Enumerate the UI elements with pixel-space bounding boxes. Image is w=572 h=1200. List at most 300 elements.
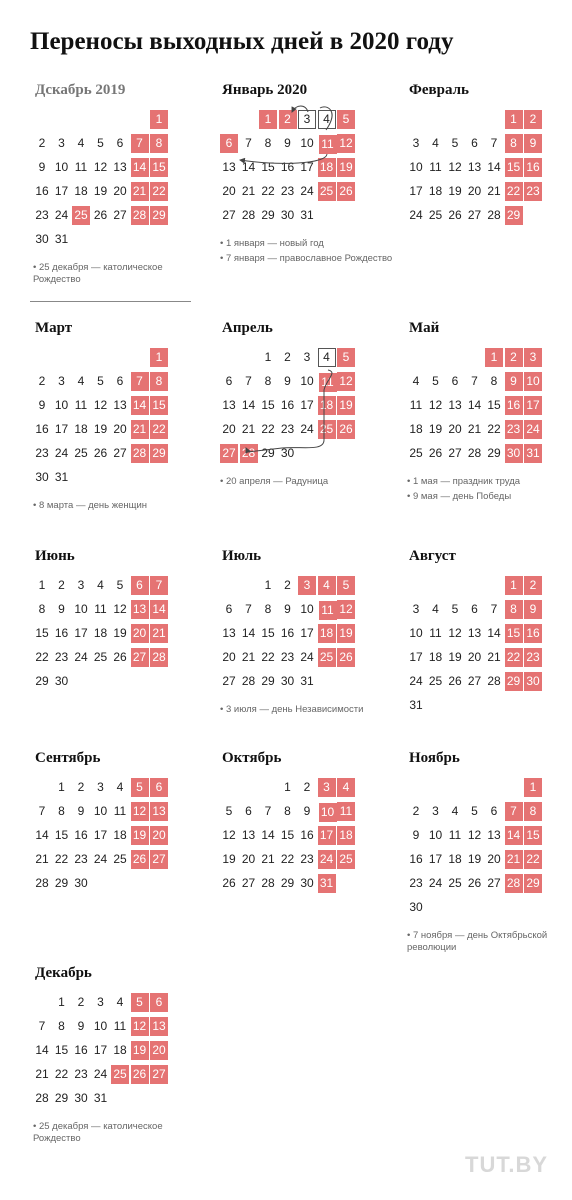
day-cell: 5: [97, 136, 104, 150]
day-cell: 25: [428, 208, 443, 222]
day-cell: 6: [116, 136, 124, 150]
day-cell: 9: [524, 134, 542, 153]
month-name: Апрель: [222, 320, 273, 336]
day-cell: 23: [35, 446, 49, 460]
day-cell: 17: [409, 650, 423, 664]
day-cell: 13: [487, 828, 501, 842]
day-cell: 7: [131, 134, 149, 153]
day-cell: 6: [245, 804, 252, 818]
day-cell: 27: [222, 208, 236, 222]
month-name: Июнь: [35, 548, 75, 564]
day-cell: 26: [131, 850, 149, 869]
day-cell: 19: [93, 422, 108, 436]
day-cell: 17: [74, 626, 88, 640]
day-cell: 10: [93, 804, 108, 818]
holiday-note: • 3 июля — день Независимости: [220, 704, 364, 715]
day-cell: 12: [337, 134, 355, 153]
day-cell: 26: [113, 650, 127, 664]
day-cell: 12: [222, 828, 236, 842]
day-cell: 6: [225, 374, 233, 388]
day-cell: 6: [150, 993, 168, 1012]
day-cell: 9: [38, 398, 46, 412]
day-cell: 30: [280, 446, 295, 460]
day-cell: 4: [116, 780, 124, 794]
day-cell: 12: [448, 626, 462, 640]
day-cell: 24: [300, 650, 314, 664]
day-cell: 14: [35, 1043, 49, 1057]
day-cell: 28: [241, 674, 256, 688]
day-cell: 19: [131, 826, 149, 845]
day-cell: 12: [93, 160, 108, 174]
day-cell: 8: [264, 602, 272, 616]
day-cell: 28: [241, 208, 256, 222]
day-cell: 2: [303, 780, 311, 794]
day-cell: 13: [150, 802, 168, 821]
day-cell: 1: [259, 110, 277, 129]
day-cell: 26: [337, 648, 355, 667]
day-cell: 6: [225, 602, 233, 616]
day-cell: 27: [113, 208, 127, 222]
day-cell: 23: [280, 184, 295, 198]
day-cell: 19: [448, 184, 462, 198]
day-cell: 15: [261, 398, 275, 412]
day-cell: 22: [150, 182, 168, 201]
day-cell: 25: [318, 420, 336, 439]
day-cell: 16: [280, 160, 295, 174]
day-cell: 29: [505, 672, 523, 691]
day-cell: 17: [54, 184, 69, 198]
day-cell: 6: [490, 804, 498, 818]
day-cell: 18: [409, 422, 423, 436]
day-cell: 13: [222, 160, 236, 174]
day-cell: 16: [35, 422, 49, 436]
day-cell: 6: [451, 374, 459, 388]
day-cell: 12: [131, 802, 149, 821]
holiday-notes: [407, 930, 572, 957]
day-cell: 12: [93, 398, 108, 412]
day-cell: 25: [428, 674, 443, 688]
day-cell: 28: [35, 876, 49, 890]
day-cell: 20: [222, 650, 236, 664]
day-cell: 5: [337, 348, 355, 367]
day-cell: 22: [505, 182, 523, 201]
day-cell: 5: [471, 804, 478, 818]
day-cell: 22: [35, 650, 49, 664]
day-cell: 8: [524, 802, 542, 821]
day-cell: 1: [58, 780, 65, 794]
day-cell: 3: [58, 374, 65, 388]
day-cell: 2: [58, 578, 65, 592]
day-cell: 3: [303, 350, 311, 364]
day-cell: 24: [524, 420, 542, 439]
month-name: Август: [409, 548, 456, 564]
day-cell: 30: [280, 674, 295, 688]
day-cell: 9: [58, 602, 65, 616]
day-cell: 3: [412, 602, 420, 616]
day-cell: 17: [524, 396, 542, 415]
day-cell: 18: [318, 396, 336, 415]
day-cell: 25: [113, 852, 127, 866]
day-cell: 4: [97, 578, 104, 592]
day-cell: 27: [131, 648, 149, 667]
day-cell: 17: [318, 826, 336, 845]
day-cell: 27: [222, 674, 236, 688]
month-name: Дскабрь 2019: [35, 82, 126, 98]
day-cell: 28: [35, 1091, 49, 1105]
day-cell: 18: [113, 828, 127, 842]
holiday-note: • 20 апреля — Радуница: [220, 476, 329, 487]
day-cell: 2: [524, 110, 542, 129]
day-cell: 31: [54, 470, 69, 484]
day-cell: 8: [505, 134, 523, 153]
day-cell: 11: [448, 828, 462, 842]
day-cell: 6: [471, 136, 478, 150]
day-cell: 29: [280, 876, 295, 890]
day-cell: 14: [241, 398, 256, 412]
day-cell: 5: [432, 374, 439, 388]
day-cell: 11: [337, 802, 355, 821]
day-cell: 16: [300, 828, 314, 842]
day-cell: 26: [131, 1065, 149, 1084]
holiday-notes: [220, 476, 395, 491]
day-cell: 14: [261, 828, 275, 842]
day-cell: 22: [150, 420, 168, 439]
day-cell: 28: [505, 874, 523, 893]
day-cell: 26: [93, 208, 108, 222]
day-cell: 18: [318, 158, 336, 177]
day-cell: 2: [77, 995, 85, 1009]
day-cell: 13: [222, 398, 236, 412]
day-cell: 21: [505, 850, 523, 869]
day-cell: 17: [300, 626, 314, 640]
day-cell: 4: [451, 804, 459, 818]
day-cell: 12: [448, 160, 462, 174]
day-cell: 29: [54, 876, 69, 890]
day-cell: 18: [448, 852, 462, 866]
day-cell: 1: [524, 778, 542, 797]
holiday-note: • 7 января — православное Рождество: [220, 253, 393, 264]
day-cell: 7: [264, 804, 272, 818]
day-cell: 23: [74, 1067, 88, 1081]
day-cell: 19: [93, 184, 108, 198]
day-cell: 23: [280, 422, 295, 436]
day-cell: 10: [54, 160, 69, 174]
day-cell: 25: [93, 650, 108, 664]
day-cell: 30: [409, 900, 423, 914]
day-cell: 23: [524, 648, 542, 667]
day-cell: 26: [93, 446, 108, 460]
day-cell: 21: [467, 422, 482, 436]
day-cell: 10: [300, 374, 314, 388]
day-cell: 30: [524, 672, 542, 691]
day-cell: 3: [298, 576, 316, 595]
day-cell: 4: [318, 110, 336, 129]
day-cell: 7: [471, 374, 478, 388]
day-cell: 2: [284, 350, 291, 364]
day-cell: 5: [116, 578, 124, 592]
day-cell: 19: [337, 158, 355, 177]
day-cell: 15: [524, 826, 542, 845]
day-cell: 16: [280, 626, 295, 640]
day-cell: 20: [150, 1041, 168, 1060]
holiday-notes: [407, 476, 572, 506]
day-cell: 28: [261, 876, 275, 890]
day-cell: 25: [72, 206, 90, 225]
day-cell: 31: [93, 1091, 108, 1105]
day-cell: 3: [97, 995, 104, 1009]
day-cell: 27: [220, 444, 238, 463]
day-cell: 14: [505, 826, 523, 845]
day-cell: 7: [490, 602, 498, 616]
day-cell: 10: [300, 136, 314, 150]
day-cell: 19: [467, 852, 482, 866]
day-cell: 26: [428, 446, 443, 460]
day-cell: 24: [93, 1067, 108, 1081]
day-cell: 15: [54, 1043, 69, 1057]
day-cell: 20: [222, 184, 236, 198]
day-cell: 2: [279, 110, 297, 129]
day-cell: 7: [131, 372, 149, 391]
day-cell: 27: [448, 446, 462, 460]
day-cell: 3: [524, 348, 542, 367]
day-cell: 17: [428, 852, 443, 866]
day-cell: 24: [54, 208, 69, 222]
day-cell: 10: [74, 602, 88, 616]
day-cell: 27: [467, 674, 482, 688]
day-cell: 10: [409, 160, 423, 174]
day-cell: 5: [97, 374, 104, 388]
day-cell: 22: [54, 1067, 69, 1081]
day-cell: 21: [131, 182, 149, 201]
day-cell: 12: [467, 828, 482, 842]
day-cell: 29: [150, 444, 168, 463]
day-cell: 11: [113, 1019, 127, 1033]
holiday-notes: [220, 704, 395, 719]
month-name: Сентябрь: [35, 750, 101, 766]
day-cell: 7: [245, 602, 252, 616]
day-cell: 1: [38, 578, 46, 592]
day-cell: 30: [35, 232, 49, 246]
day-cell: 12: [131, 1017, 149, 1036]
day-cell: 25: [337, 850, 355, 869]
day-cell: 21: [241, 650, 256, 664]
day-cell: 29: [54, 1091, 69, 1105]
day-cell: 11: [429, 160, 442, 174]
day-cell: 14: [131, 158, 149, 177]
day-cell: 1: [284, 780, 291, 794]
day-cell: 13: [113, 160, 127, 174]
day-cell: 25: [318, 648, 336, 667]
day-cell: 9: [284, 602, 291, 616]
day-cell: 11: [318, 134, 338, 155]
day-cell: 1: [150, 348, 168, 367]
day-cell: 14: [131, 396, 149, 415]
day-cell: 21: [261, 852, 275, 866]
month-name: Март: [35, 320, 73, 336]
day-cell: 4: [77, 136, 85, 150]
day-cell: 3: [77, 578, 85, 592]
day-cell: 16: [35, 184, 49, 198]
day-cell: 10: [300, 602, 314, 616]
day-cell: 18: [428, 184, 443, 198]
day-cell: 7: [38, 804, 46, 818]
day-cell: 16: [524, 158, 542, 177]
day-cell: 21: [487, 184, 501, 198]
day-cell: 5: [451, 136, 459, 150]
day-cell: 23: [524, 182, 542, 201]
day-cell: 19: [428, 422, 443, 436]
day-cell: 20: [241, 852, 256, 866]
day-cell: 13: [241, 828, 256, 842]
day-cell: 2: [524, 576, 542, 595]
day-cell: 7: [245, 374, 252, 388]
day-cell: 13: [113, 398, 127, 412]
day-cell: 20: [222, 422, 236, 436]
day-cell: 14: [150, 600, 168, 619]
month-name: Январь 2020: [222, 82, 308, 98]
day-cell: 22: [261, 650, 275, 664]
day-cell: 21: [487, 650, 501, 664]
day-cell: 13: [131, 600, 149, 619]
day-cell: 23: [54, 650, 69, 664]
day-cell: 31: [54, 232, 69, 246]
month-name: Май: [409, 320, 440, 336]
day-cell: 1: [150, 110, 168, 129]
day-cell: 18: [113, 1043, 127, 1057]
day-cell: 10: [428, 828, 443, 842]
day-cell: 20: [113, 422, 127, 436]
day-cell: 1: [485, 348, 503, 367]
day-cell: 29: [261, 446, 275, 460]
day-cell: 18: [74, 184, 88, 198]
day-cell: 17: [93, 1043, 108, 1057]
day-cell: 7: [245, 136, 252, 150]
day-cell: 8: [38, 602, 46, 616]
day-cell: 21: [131, 420, 149, 439]
day-cell: 27: [113, 446, 127, 460]
day-cell: 28: [131, 206, 149, 225]
day-cell: 19: [337, 396, 355, 415]
day-cell: 9: [284, 374, 291, 388]
day-cell: 10: [93, 1019, 108, 1033]
day-cell: 19: [337, 624, 355, 643]
day-cell: 15: [261, 626, 275, 640]
day-cell: 27: [241, 876, 256, 890]
day-cell: 29: [35, 674, 49, 688]
day-cell: 29: [261, 208, 275, 222]
day-cell: 17: [300, 160, 314, 174]
day-cell: 24: [300, 422, 314, 436]
day-cell: 25: [74, 446, 88, 460]
day-cell: 11: [74, 160, 88, 174]
day-cell: 25: [448, 876, 462, 890]
day-cell: 9: [38, 160, 46, 174]
day-cell: 20: [448, 422, 462, 436]
holiday-notes: [220, 238, 395, 268]
day-cell: 30: [54, 674, 69, 688]
day-cell: 24: [74, 650, 88, 664]
day-cell: 2: [77, 780, 85, 794]
day-cell: 28: [487, 674, 501, 688]
day-cell: 15: [280, 828, 295, 842]
day-cell: 21: [35, 1067, 49, 1081]
day-cell: 11: [94, 602, 107, 616]
day-cell: 20: [150, 826, 168, 845]
day-cell: 11: [409, 398, 423, 412]
day-cell: 16: [524, 624, 542, 643]
day-cell: 5: [131, 778, 149, 797]
day-cell: 11: [318, 600, 338, 621]
day-cell: 22: [524, 850, 542, 869]
day-cell: 14: [241, 160, 256, 174]
day-cell: 27: [150, 850, 168, 869]
day-cell: 4: [432, 602, 439, 616]
day-cell: 10: [318, 802, 338, 823]
day-cell: 31: [318, 874, 336, 893]
day-cell: 10: [409, 626, 423, 640]
day-cell: 17: [93, 828, 108, 842]
day-cell: 7: [505, 802, 523, 821]
day-cell: 12: [113, 602, 127, 616]
day-cell: 9: [505, 372, 523, 391]
day-cell: 4: [412, 374, 420, 388]
day-cell: 2: [505, 348, 523, 367]
day-cell: 22: [54, 852, 69, 866]
day-cell: 21: [35, 852, 49, 866]
day-cell: 9: [77, 804, 85, 818]
day-cell: 14: [487, 160, 501, 174]
day-cell: 26: [467, 876, 482, 890]
day-cell: 31: [409, 698, 423, 712]
day-cell: 22: [505, 648, 523, 667]
holiday-note: • 1 января — новый год: [220, 238, 324, 249]
day-cell: 22: [261, 184, 275, 198]
day-cell: 12: [428, 398, 443, 412]
holiday-notes: [33, 500, 208, 515]
month-name: Июль: [222, 548, 262, 564]
day-cell: 1: [505, 110, 523, 129]
day-cell: 19: [448, 650, 462, 664]
day-cell: 30: [300, 876, 314, 890]
day-cell: 23: [280, 650, 295, 664]
day-cell: 14: [241, 626, 256, 640]
holiday-note: • 1 мая — праздник труда: [407, 476, 521, 487]
day-cell: 11: [429, 626, 442, 640]
day-cell: 1: [264, 350, 272, 364]
day-cell: 27: [467, 208, 482, 222]
day-cell: 19: [222, 852, 236, 866]
day-cell: 28: [487, 208, 501, 222]
day-cell: 10: [54, 398, 69, 412]
day-cell: 8: [284, 804, 291, 818]
day-cell: 24: [54, 446, 69, 460]
day-cell: 15: [54, 828, 69, 842]
day-cell: 2: [38, 374, 46, 388]
day-cell: 20: [487, 852, 501, 866]
day-cell: 3: [432, 804, 439, 818]
day-cell: 19: [113, 626, 127, 640]
day-cell: 15: [487, 398, 501, 412]
day-cell: 5: [337, 110, 355, 129]
day-cell: 24: [300, 184, 314, 198]
day-cell: 27: [150, 1065, 168, 1084]
day-cell: 22: [280, 852, 295, 866]
day-cell: 15: [150, 396, 168, 415]
day-cell: 21: [241, 422, 256, 436]
day-cell: 7: [38, 1019, 46, 1033]
day-cell: 20: [467, 650, 482, 664]
day-cell: 13: [467, 626, 482, 640]
